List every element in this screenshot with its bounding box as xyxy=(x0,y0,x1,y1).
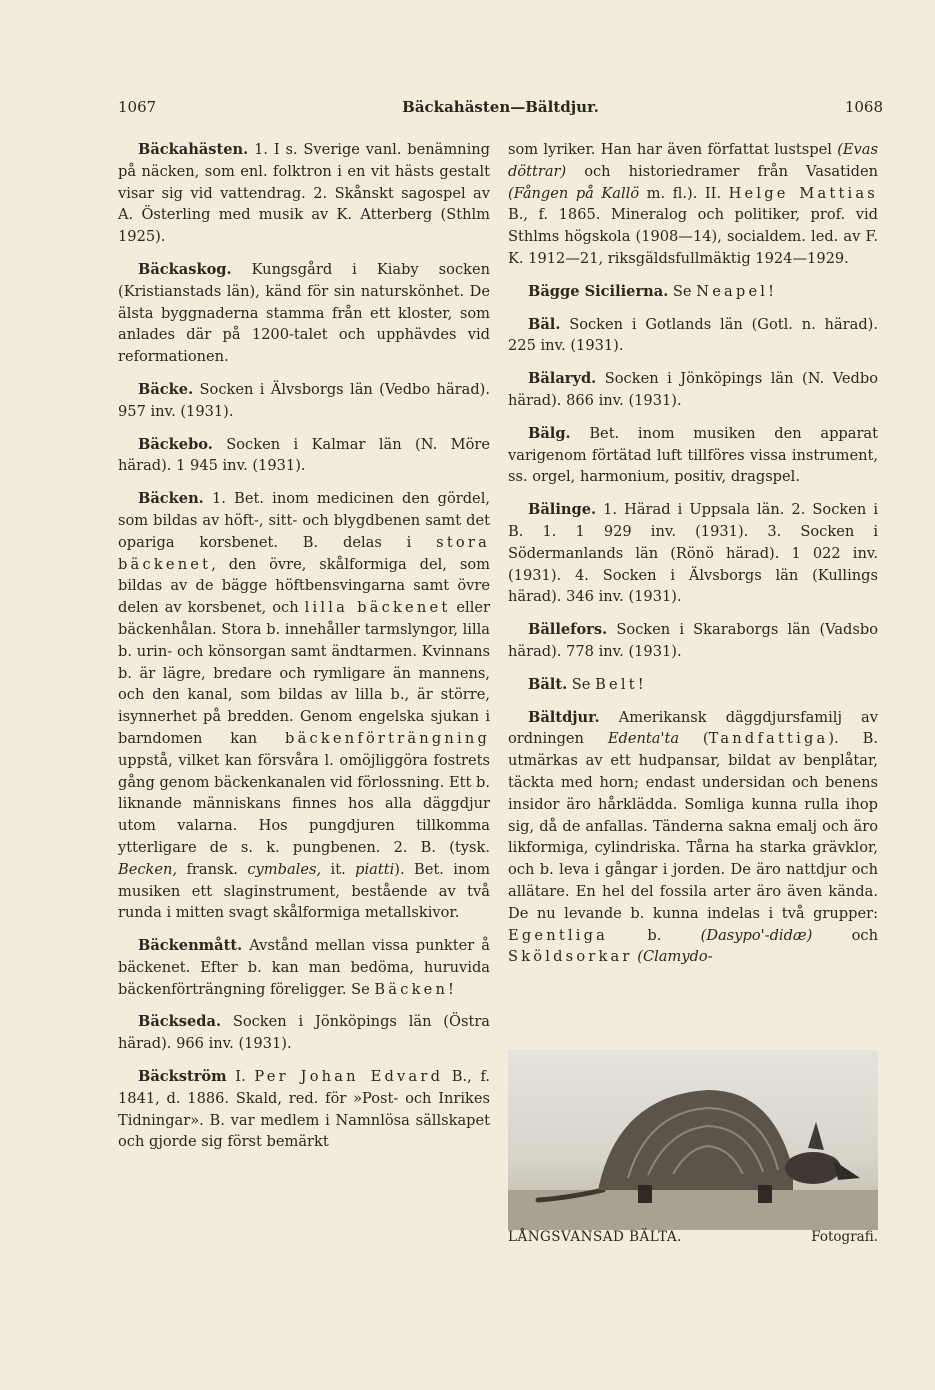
entry-text: Se xyxy=(668,282,697,300)
entry-backaskog xyxy=(118,259,490,368)
armadillo-illustration xyxy=(508,1050,878,1230)
armadillo-shell xyxy=(598,1090,793,1190)
entry-text: I. xyxy=(226,1068,255,1086)
spaced-term: Per Johan Edvard xyxy=(254,1068,444,1086)
headword: Bällefors. xyxy=(528,621,608,639)
italic-term: cymbales, xyxy=(247,860,322,878)
headword: Bäcke. xyxy=(138,380,194,398)
headword: Bälinge. xyxy=(528,501,597,519)
armadillo-ear xyxy=(808,1122,824,1150)
spaced-term: Egentliga xyxy=(508,926,609,944)
page-number-left: 1067 xyxy=(118,98,157,116)
cross-reference: Neapel! xyxy=(696,282,778,300)
entry-text: Socken i Kalmar län (N. Möre härad). 1 945 inv. (1931). xyxy=(118,435,490,475)
headword: Bäckenmått. xyxy=(138,937,243,955)
left-column xyxy=(118,139,490,1164)
cross-reference: Bäcken! xyxy=(374,980,458,998)
running-header xyxy=(118,98,883,120)
headword: Bälg. xyxy=(528,424,571,442)
entry-text: som lyriker. Han har även författat lustspel xyxy=(508,141,838,158)
italic-term: (Clamydo- xyxy=(637,948,713,966)
entry-bal xyxy=(508,314,878,358)
headword: Bäcken. xyxy=(138,490,204,508)
headword: Bäl. xyxy=(528,315,561,333)
italic-term: piatti xyxy=(355,860,395,878)
armadillo-leg xyxy=(758,1185,772,1203)
entry-text: Se xyxy=(567,675,596,693)
entry-backahasten xyxy=(118,139,490,248)
entry-text: ( xyxy=(679,730,709,748)
headword: Bälaryd. xyxy=(528,370,597,388)
headword: Bäckebo. xyxy=(138,435,213,453)
entry-backebo xyxy=(118,434,490,478)
page-number-right: 1068 xyxy=(844,98,883,116)
caption-title: LÅNGSVANSAD BÄLTA. xyxy=(508,1229,682,1245)
entry-text: B., f. 1865. Mineralog och politiker, prof. vid Sthlms högskola (1908—14), socialdem. led. av F. K. 1912—21, riksgäldsfullmäktig 1924—1929. xyxy=(508,206,878,267)
armadillo-snout xyxy=(833,1160,860,1180)
entry-ballefors xyxy=(508,619,878,663)
entry-bagge-sicilierna xyxy=(508,281,878,303)
headword: Bäckström xyxy=(138,1068,227,1086)
italic-term: (Dasypo'-didæ) xyxy=(700,926,813,944)
headword: Bäckaskog. xyxy=(138,260,232,278)
entry-backstrom xyxy=(118,1066,490,1153)
entry-text: Kungsgård i Kiaby socken (Kristianstads län), känd för sin naturskönhet. De älsta byggnaderna stamma från ett kloster, som anlades där på 1200-talet och upphävdes vid reformationen. xyxy=(118,260,490,366)
entry-text: m. fl.). II. xyxy=(639,184,729,202)
entry-text: ). B. utmärkas av ett hudpansar, bildat av benplåtar, täckta med horn; endast undersidan och benens insidor äro hårklädda. Somliga kunna rulla ihop sig, då de anfallas. Tänderna sakna emalj och äro likformiga, cylindriska. Tårna ha starka grävklor, och b. leva i gångar i jorden. De äro nattdjur och allätare. En hel del fossila arter äro även kända. De nu levande b. kunna indelas i två grupper: xyxy=(508,730,878,922)
entry-text: och historiedramer från Vasatiden xyxy=(566,162,878,180)
entry-text: 1. Bet. inom medicinen den gördel, som bildas av höft-, sitt- och blygdbenen samt det opariga korsbenet. B. delas i xyxy=(118,490,490,551)
entry-text: Socken i Älvsborgs län (Vedbo härad). 957 inv. (1931). xyxy=(118,380,490,420)
entry-backseda xyxy=(118,1011,490,1055)
italic-term: Becken, xyxy=(118,860,178,878)
headword: Bägge Sicilierna. xyxy=(528,282,669,300)
spaced-term: Helge Mattias xyxy=(728,184,878,202)
entry-text: Amerikansk däggdjursfamilj av ordningen xyxy=(508,708,878,748)
headword: Bältdjur. xyxy=(528,708,600,726)
entry-baltdjur xyxy=(508,707,878,969)
entry-text: Avstånd mellan vissa punkter å bäckenet. Efter b. kan man bedöma, huruvida bäckenförträngning föreligger. Se xyxy=(118,937,490,998)
entry-text: ). Bet. inom musiken ett slaginstrument, bestående av två runda i mitten svagt skålformiga metallskivor. xyxy=(118,860,490,922)
spaced-term: lilla bäckenet xyxy=(304,599,451,617)
caption-credit: Fotografi. xyxy=(811,1229,878,1245)
italic-term: (Fången på Kallö xyxy=(508,184,640,202)
entry-backstrom-continued xyxy=(508,139,878,270)
entry-text: Socken i Jönköpings län (Östra härad). 966 inv. (1931). xyxy=(118,1013,490,1053)
italic-term: Edenta'ta xyxy=(607,730,680,748)
running-title: Bäckahästen—Bältdjur. xyxy=(402,98,599,116)
entry-text: uppstå, vilket kan försvåra l. omöjliggöra fostrets gång genom bäckenkanalen vid förlossning. Ett b. liknande människans finnes hos alla däggdjur utom valarna. Hos pungdjuren tillkomma ytterligare de s. k. pungbenen. 2. B. (tysk. xyxy=(118,751,490,856)
entry-backen xyxy=(118,488,490,924)
spaced-term: Sköldsorkar xyxy=(508,948,633,966)
italic-term: (Evas döttrar) xyxy=(508,141,878,180)
headword: Bäckahästen. xyxy=(138,141,249,158)
entry-balinge xyxy=(508,499,878,608)
entry-text: b. xyxy=(608,926,701,944)
entry-balt xyxy=(508,674,878,696)
entry-text: B., f. 1841, d. 1886. Skald, red. för »Post- och Inrikes Tidningar». B. var medlem i Namnlösa sällskapet och gjorde sig först bemärkt xyxy=(118,1068,490,1151)
entry-backenmatt xyxy=(118,935,490,1000)
entry-balg xyxy=(508,423,878,488)
entry-text: it. xyxy=(321,860,356,878)
entry-text: Socken i Skaraborgs län (Vadsbo härad). 778 inv. (1931). xyxy=(508,621,878,660)
spaced-term: bäckenförträngning xyxy=(285,729,490,747)
entry-text: och xyxy=(812,926,879,944)
entry-text: eller bäckenhålan. Stora b. innehåller tarmslyngor, lilla b. urin- och könsorgan samt ändtarmen. Kvinnans b. är lägre, bredare och rymligare än mannens, och den kanal, som bildas av lilla b., är större, isynnerhet på bredden. Genom engelska sjukan i barndomen kan xyxy=(118,599,490,747)
entry-text: fransk. xyxy=(177,860,248,878)
spaced-term: Tandfattiga xyxy=(708,730,829,748)
headword: Bäckseda. xyxy=(138,1013,222,1031)
cross-reference: Belt! xyxy=(595,675,647,693)
armadillo-leg xyxy=(638,1185,652,1203)
entry-text: Socken i Gotlands län (Gotl. n. härad). 225 inv. (1931). xyxy=(508,315,878,355)
armadillo-photo xyxy=(508,1050,878,1230)
entry-backe xyxy=(118,379,490,423)
headword: Bält. xyxy=(528,675,568,693)
entry-text: Bet. inom musiken den apparat varigenom förtätad luft tillföres vissa instrument, ss. orgel, harmonium, positiv, dragspel. xyxy=(508,424,878,486)
entry-text: , den övre, skålformiga del, som bildas av de bägge höftbensvingarna samt övre delen av korsbenet, och xyxy=(118,555,490,617)
entry-text: Socken i Jönköpings län (N. Vedbo härad). 866 inv. (1931). xyxy=(508,370,878,409)
entry-balaryd xyxy=(508,368,878,412)
right-column xyxy=(508,139,878,979)
armadillo-head xyxy=(785,1152,841,1184)
spaced-term: stora bäckenet xyxy=(118,533,490,573)
entry-text: 1. Härad i Uppsala län. 2. Socken i B. 1. 1 929 inv. (1931). 3. Socken i Södermanlands län (Rönö härad). 1 022 inv. (1931). 4. Socken i Älvsborgs län (Kullings härad). 346 inv. (1931). xyxy=(508,501,878,606)
entry-text: 1. I s. Sverige vanl. benämning på näcken, som enl. folktron i en vit hästs gestalt visar sig vid vattendrag. 2. Skånskt sagospel av A. Österling med musik av K. Atterberg (Sthlm 1925). xyxy=(118,141,490,246)
